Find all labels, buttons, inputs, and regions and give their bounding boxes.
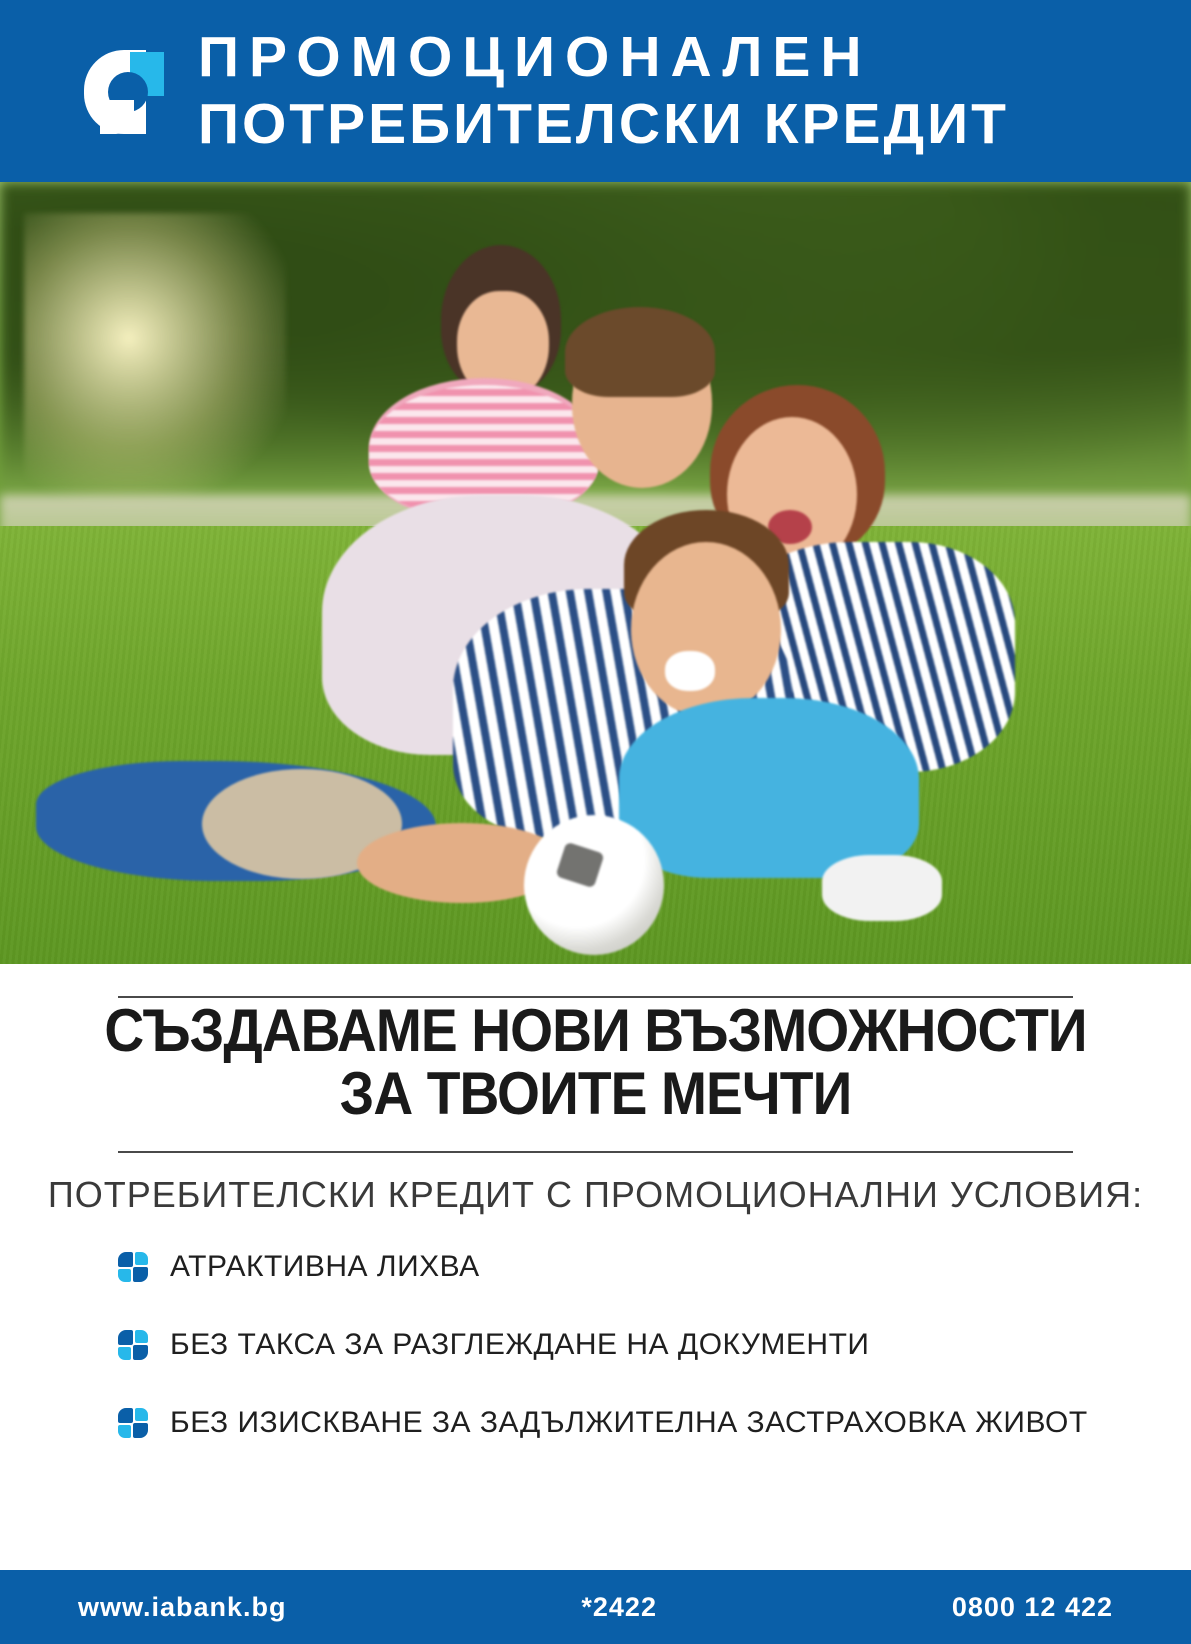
list-item <box>118 1406 1098 1440</box>
header-title-line1: ПРОМОЦИОНАЛЕН <box>198 25 872 89</box>
header-title-line2: ПОТРЕБИТЕЛСКИ КРЕДИТ <box>198 92 1009 156</box>
divider-bottom <box>118 1151 1073 1153</box>
father-hair <box>565 307 715 397</box>
ia-bank-logo-icon <box>78 46 170 138</box>
bank-mark-icon <box>118 1330 148 1360</box>
phone-number[interactable]: 0800 12 422 <box>951 1591 1113 1622</box>
boy-smile <box>665 651 715 691</box>
bank-mark-icon <box>118 1252 148 1282</box>
list-item <box>118 1250 1098 1284</box>
subheading: ПОТРЕБИТЕЛСКИ КРЕДИТ С ПРОМОЦИОНАЛНИ УСЛОВИЯ: <box>47 1174 1144 1215</box>
boy-shirt <box>619 698 919 878</box>
footer-bar <box>0 1570 1191 1644</box>
hero-bottom-fade <box>0 924 1191 964</box>
sneaker <box>822 855 942 921</box>
footer-spacer <box>0 1552 1191 1570</box>
header-titles <box>198 25 1009 156</box>
boy-face <box>631 542 781 717</box>
hero-family-group <box>0 182 1191 964</box>
page-title <box>48 997 1144 1127</box>
hero-photo <box>0 182 1191 964</box>
short-number[interactable]: *2422 <box>581 1591 657 1622</box>
list-item <box>118 1328 1098 1362</box>
headline-line2: ЗА ТВОИТЕ МЕЧТИ <box>339 1059 852 1127</box>
bank-mark-icon <box>118 1408 148 1438</box>
headline-line1: СЪЗДАВАМЕ НОВИ ВЪЗМОЖНОСТИ <box>104 997 1087 1064</box>
list-item-label: БЕЗ ТАКСА ЗА РАЗГЛЕЖДАНЕ НА ДОКУМЕНТИ <box>170 1328 870 1361</box>
list-item-label: АТРАКТИВНА ЛИХВА <box>170 1250 480 1283</box>
content-section <box>0 964 1191 1564</box>
header-banner <box>0 0 1191 182</box>
benefits-list <box>118 1250 1098 1484</box>
list-item-label: БЕЗ ИЗИСКВАНЕ ЗА ЗАДЪЛЖИТЕЛНА ЗАСТРАХОВКА ЖИВОТ <box>170 1406 1088 1439</box>
website-link[interactable]: www.iabank.bg <box>78 1591 287 1622</box>
